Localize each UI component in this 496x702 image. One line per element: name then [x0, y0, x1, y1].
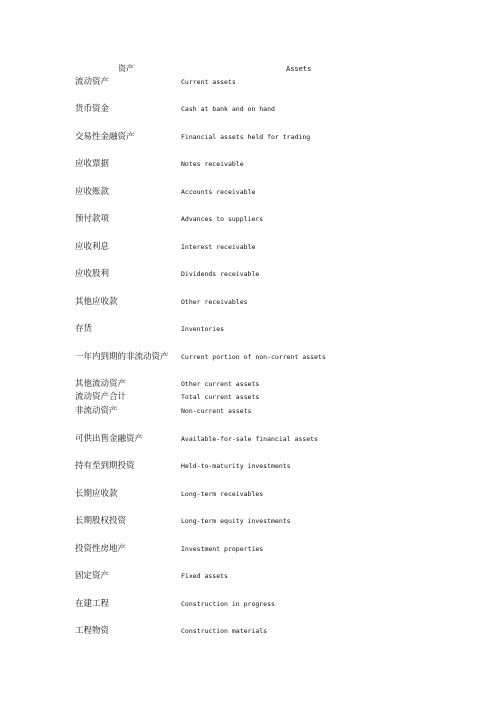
- glossary-row: [75, 186, 475, 198]
- term-chinese: 应收股利: [75, 269, 110, 279]
- glossary-row: [75, 488, 475, 500]
- term-chinese: 长期应收款: [75, 489, 118, 499]
- term-chinese: 固定资产: [75, 571, 110, 581]
- glossary-row: [75, 405, 475, 417]
- term-english: Current assets: [181, 78, 236, 86]
- term-english: Inventories: [181, 325, 225, 333]
- term-chinese: 投资性房地产: [75, 544, 127, 554]
- glossary-row: [75, 241, 475, 253]
- term-english: Current portion of non-current assets: [181, 353, 326, 361]
- term-english: Held-to-maturity investments: [181, 462, 291, 470]
- term-english: Total current assets: [181, 393, 260, 401]
- glossary-row: [75, 378, 475, 390]
- term-english: Cash at bank and on hand: [181, 105, 275, 113]
- term-chinese: 应收账款: [75, 187, 110, 197]
- term-english: Long-term equity investments: [181, 517, 291, 525]
- term-chinese: 持有至到期投资: [75, 461, 135, 471]
- term-chinese: 工程物资: [75, 626, 110, 636]
- glossary-row: [75, 625, 475, 637]
- term-chinese: 长期股权投资: [75, 516, 127, 526]
- term-chinese: 其他应收款: [75, 297, 118, 307]
- glossary-row: [75, 351, 475, 363]
- term-english: Notes receivable: [181, 160, 244, 168]
- term-english: Dividends receivable: [181, 270, 260, 278]
- term-english: Construction materials: [181, 627, 268, 635]
- term-chinese: 应收票据: [75, 159, 110, 169]
- term-english: Accounts receivable: [181, 188, 256, 196]
- term-english: Other receivables: [181, 298, 248, 306]
- term-english: Other current assets: [181, 380, 260, 388]
- term-english: Interest receivable: [181, 243, 256, 251]
- term-english: Non-current assets: [181, 407, 252, 415]
- glossary-row: [75, 391, 475, 403]
- glossary-row: [75, 158, 475, 170]
- glossary-row: [75, 323, 475, 335]
- term-chinese: 预付款项: [75, 214, 110, 224]
- term-chinese: 在建工程: [75, 599, 110, 609]
- glossary-row: [75, 103, 475, 115]
- glossary-row: [75, 515, 475, 527]
- glossary-row: [75, 570, 475, 582]
- term-english: Investment properties: [181, 545, 264, 553]
- term-chinese: 应收利息: [75, 242, 110, 252]
- glossary-row: [75, 296, 475, 308]
- term-english: Financial assets held for trading: [181, 133, 311, 141]
- term-chinese: 其他流动资产: [75, 379, 127, 389]
- glossary-row: [75, 131, 475, 143]
- glossary-row: [75, 543, 475, 555]
- glossary-row: [75, 433, 475, 445]
- term-english: Construction in progress: [181, 600, 275, 608]
- glossary-row: [75, 598, 475, 610]
- term-chinese: 非流动资产: [75, 406, 118, 416]
- glossary-row: [75, 268, 475, 280]
- term-chinese: 一年内到期的非流动资产: [75, 352, 169, 362]
- term-chinese: 可供出售金融资产: [75, 434, 144, 444]
- term-chinese: 货币资金: [75, 104, 110, 114]
- term-chinese: 流动资产合计: [75, 392, 127, 402]
- term-english: Long-term receivables: [181, 490, 264, 498]
- glossary-row: [75, 213, 475, 225]
- term-english: Advances to suppliers: [181, 215, 264, 223]
- header-chinese: 资产: [118, 64, 134, 73]
- term-english: Fixed assets: [181, 572, 228, 580]
- glossary-row: [75, 460, 475, 472]
- header-english: Assets: [286, 65, 312, 73]
- glossary-row: [75, 76, 475, 88]
- term-chinese: 交易性金融资产: [75, 132, 135, 142]
- term-chinese: 存货: [75, 324, 93, 334]
- term-chinese: 流动资产: [75, 77, 110, 87]
- term-english: Available-for-sale financial assets: [181, 435, 318, 443]
